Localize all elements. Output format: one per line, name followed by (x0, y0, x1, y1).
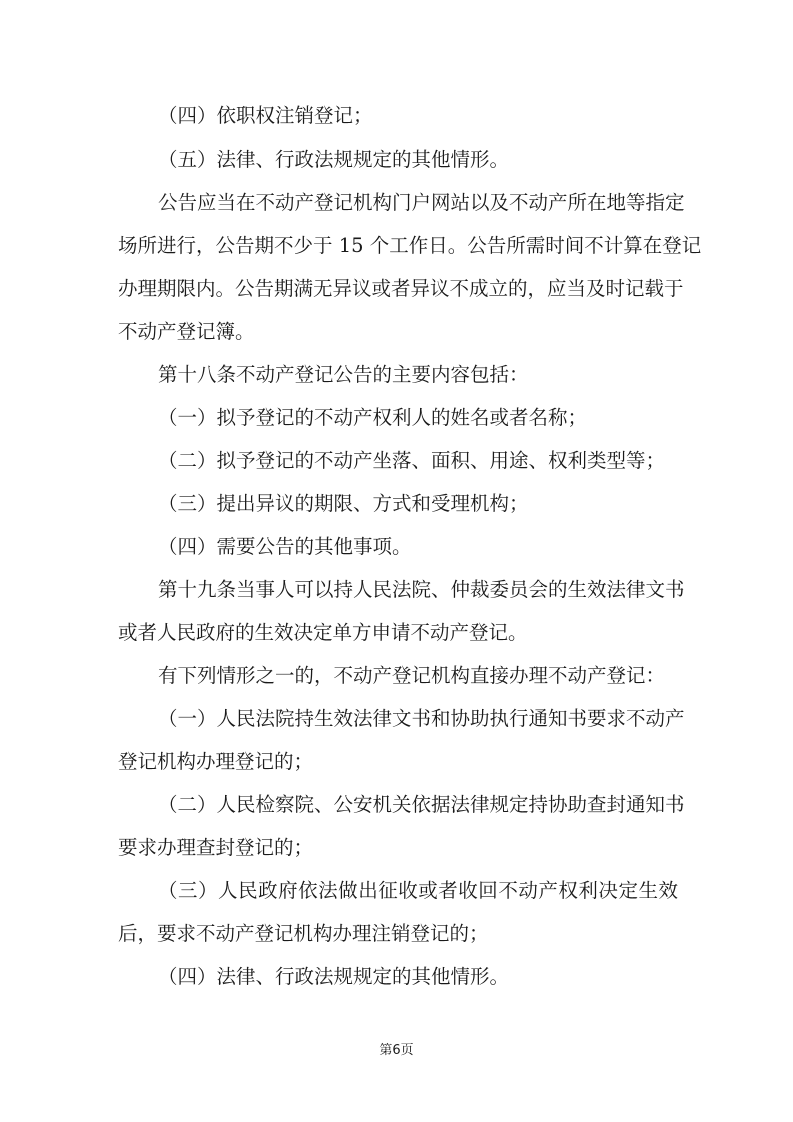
text-line: （三）提出异议的期限、方式和受理机构； (158, 492, 529, 515)
text-line: （四）依职权注销登记； (158, 104, 373, 127)
text-line: 不动产登记簿。 (118, 320, 255, 343)
text-line: （三）人民政府依法做出征收或者收回不动产权利决定生效 (158, 879, 678, 902)
text-line: 登记机构办理登记的； (118, 750, 314, 773)
text-line: 要求办理查封登记的； (118, 836, 314, 859)
text-line: （二）拟予登记的不动产坐落、面积、用途、权利类型等； (158, 449, 666, 472)
text-line: 公告应当在不动产登记机构门户网站以及不动产所在地等指定 (158, 191, 685, 214)
text-line: 或者人民政府的生效决定单方申请不动产登记。 (118, 621, 528, 644)
text-line: 第十八条不动产登记公告的主要内容包括： (158, 363, 529, 386)
text-line: 场所进行，公告期不少于 15 个工作日。公告所需时间不计算在登记 (118, 234, 702, 257)
text-line: 有下列情形之一的，不动产登记机构直接办理不动产登记： (158, 664, 666, 687)
text-line: 办理期限内。公告期满无异议或者异议不成立的，应当及时记载于 (118, 277, 684, 300)
text-line: 后，要求不动产登记机构办理注销登记的； (118, 922, 489, 945)
text-line: （五）法律、行政法规规定的其他情形。 (158, 148, 510, 171)
text-line: 第十九条当事人可以持人民法院、仲裁委员会的生效法律文书 (158, 578, 685, 601)
text-line: （四）法律、行政法规规定的其他情形。 (158, 965, 510, 988)
page-number: 第6页 (379, 1043, 414, 1058)
text-line: （一）拟予登记的不动产权利人的姓名或者名称； (158, 406, 588, 429)
text-line: （二）人民检察院、公安机关依据法律规定持协助查封通知书 (158, 793, 685, 816)
text-line: （四）需要公告的其他事项。 (158, 535, 412, 558)
text-line: （一）人民法院持生效法律文书和协助执行通知书要求不动产 (158, 707, 685, 730)
